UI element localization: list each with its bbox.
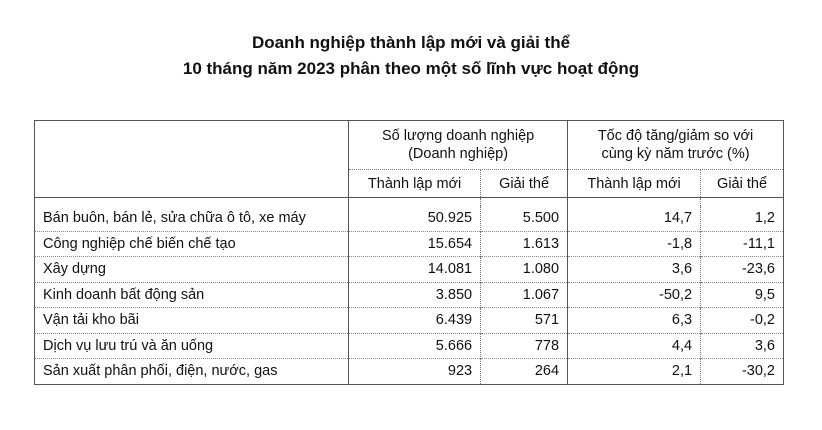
table-header-sub-row xyxy=(35,170,784,198)
table-header-group-row xyxy=(35,121,784,170)
row-new-rate-cell: -1,8 xyxy=(568,231,701,257)
page-subtitle: 10 tháng năm 2023 phân theo một số lĩnh vực hoạt động xyxy=(182,59,640,78)
header-new-rate: Thành lập mới xyxy=(568,170,701,198)
row-name-cell: Kinh doanh bất động sản xyxy=(35,282,349,308)
row-dissolved-rate-cell: -0,2 xyxy=(701,308,784,334)
table-row xyxy=(35,308,784,334)
row-dissolved-count-cell: 1.067 xyxy=(481,282,568,308)
row-dissolved-rate-cell: -30,2 xyxy=(701,359,784,385)
row-new-count-cell: 50.925 xyxy=(349,206,481,231)
row-dissolved-count-cell: 5.500 xyxy=(481,206,568,231)
row-new-count-cell: 15.654 xyxy=(349,231,481,257)
row-new-rate-cell: 6,3 xyxy=(568,308,701,334)
row-new-count-cell: 5.666 xyxy=(349,333,481,359)
table-row xyxy=(35,257,784,283)
row-dissolved-count-cell: 778 xyxy=(481,333,568,359)
header-group-rate-label: Tốc độ tăng/giảm so với cùng kỳ năm trước (%) xyxy=(597,128,754,162)
header-empty-cell xyxy=(35,170,349,198)
row-name-cell: Dịch vụ lưu trú và ăn uống xyxy=(35,333,349,359)
header-dissolved-rate: Giải thể xyxy=(701,170,784,198)
row-dissolved-rate-cell: 1,2 xyxy=(701,206,784,231)
table-row xyxy=(35,359,784,385)
row-new-rate-cell: 2,1 xyxy=(568,359,701,385)
row-new-count-cell: 6.439 xyxy=(349,308,481,334)
row-name-cell: Bán buôn, bán lẻ, sửa chữa ô tô, xe máy xyxy=(35,206,349,231)
row-new-count-cell: 923 xyxy=(349,359,481,385)
row-name-cell: Vận tải kho bãi xyxy=(35,308,349,334)
row-name-cell: Xây dựng xyxy=(35,257,349,283)
header-group-count xyxy=(349,121,568,170)
row-new-rate-cell: 14,7 xyxy=(568,206,701,231)
header-dissolved-count: Giải thể xyxy=(481,170,568,198)
header-empty-cell xyxy=(35,121,349,170)
header-new-count: Thành lập mới xyxy=(349,170,481,198)
table-row xyxy=(35,333,784,359)
row-name-cell: Công nghiệp chế biến chế tạo xyxy=(35,231,349,257)
row-dissolved-count-cell: 1.080 xyxy=(481,257,568,283)
row-dissolved-count-cell: 571 xyxy=(481,308,568,334)
row-dissolved-count-cell: 264 xyxy=(481,359,568,385)
table-row xyxy=(35,206,784,231)
row-dissolved-rate-cell: -23,6 xyxy=(701,257,784,283)
page-title: Doanh nghiệp thành lập mới và giải thể xyxy=(251,33,571,52)
row-dissolved-rate-cell: 9,5 xyxy=(701,282,784,308)
header-group-count-label: Số lượng doanh nghiệp (Doanh nghiệp) xyxy=(381,128,535,162)
row-new-rate-cell: -50,2 xyxy=(568,282,701,308)
header-group-rate xyxy=(568,121,784,170)
table-body xyxy=(35,206,784,384)
row-new-count-cell: 14.081 xyxy=(349,257,481,283)
table-spacer-row xyxy=(35,198,784,207)
row-new-count-cell: 3.850 xyxy=(349,282,481,308)
row-dissolved-count-cell: 1.613 xyxy=(481,231,568,257)
row-name-cell: Sản xuất phân phối, điện, nước, gas xyxy=(35,359,349,385)
table-row xyxy=(35,282,784,308)
table-row xyxy=(35,231,784,257)
row-dissolved-rate-cell: 3,6 xyxy=(701,333,784,359)
data-table xyxy=(34,120,784,385)
row-dissolved-rate-cell: -11,1 xyxy=(701,231,784,257)
row-new-rate-cell: 4,4 xyxy=(568,333,701,359)
row-new-rate-cell: 3,6 xyxy=(568,257,701,283)
